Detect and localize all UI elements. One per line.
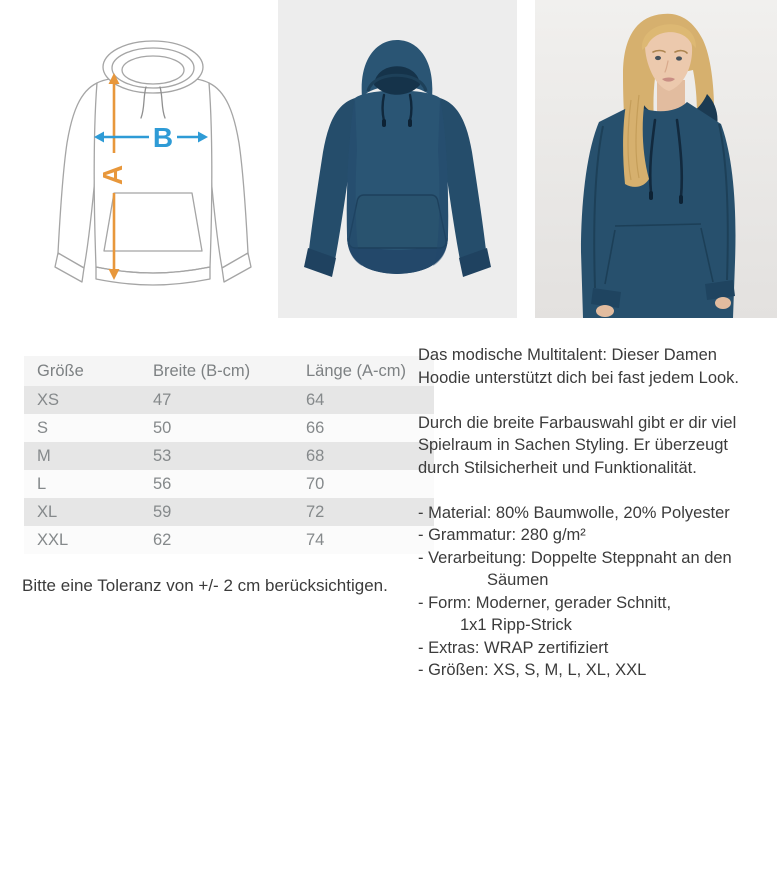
description-line: Säumen (487, 571, 549, 589)
cell-size: XL (37, 502, 58, 521)
description-line: Hoodie unterstützt dich bei fast jedem Look. (418, 368, 740, 387)
cell-laenge: 72 (306, 502, 325, 521)
description-line: - Material: 80% Baumwolle, 20% Polyester (418, 503, 730, 522)
hoodie-model-image (535, 0, 777, 318)
description-line: - Verarbeitung: Doppelte Steppnaht an den (418, 548, 732, 567)
description-line (418, 389, 777, 412)
cell-laenge: 66 (306, 418, 325, 437)
cell-breite: 50 (153, 418, 172, 437)
description-line: Das modische Multitalent: Dieser Damen (418, 346, 717, 364)
description-line (418, 479, 777, 502)
cell-laenge: 68 (306, 446, 325, 465)
description-line: Spielraum in Sachen Styling. Er überzeugt (418, 436, 729, 454)
measure-label-b: B (152, 122, 174, 153)
description-line: Durch die breite Farbauswahl gibt er dir viel (418, 413, 737, 432)
size-table-header-row (24, 356, 434, 386)
description-line: 1x1 Ripp-Strick (460, 616, 572, 634)
cell-laenge: 74 (306, 530, 325, 549)
column-header-groesse: Größe (24, 356, 140, 386)
cell-laenge: 64 (306, 390, 325, 409)
cell-size: XXL (37, 530, 69, 549)
description-line: - Grammatur: 280 g/m² (418, 526, 586, 544)
table-row (24, 526, 434, 554)
cell-size: XS (37, 390, 60, 409)
description-line: durch Stilsicherheit und Funktionalität. (418, 458, 697, 477)
table-row (24, 470, 434, 498)
product-description (418, 344, 777, 682)
tolerance-note: Bitte eine Toleranz von +/- 2 cm berücksichtigen. (22, 576, 388, 595)
cell-size: M (37, 446, 51, 465)
hoodie-line-drawing-icon (50, 25, 265, 300)
table-row (24, 386, 434, 414)
cell-breite: 62 (153, 530, 172, 549)
cell-breite: 47 (153, 390, 172, 409)
cell-breite: 53 (153, 446, 172, 465)
column-header-breite: Breite (B-cm) (140, 356, 293, 386)
description-line: - Größen: XS, S, M, L, XL, XXL (418, 661, 647, 679)
measure-label-a: A (97, 164, 128, 186)
cell-breite: 56 (153, 474, 172, 493)
cell-size: L (37, 474, 47, 493)
table-row (24, 498, 434, 526)
hoodie-front-image (278, 0, 517, 318)
size-table (24, 356, 434, 554)
description-line: - Form: Moderner, gerader Schnitt, (418, 593, 672, 612)
description-line: - Extras: WRAP zertifiziert (418, 638, 609, 657)
size-diagram (50, 25, 265, 300)
cell-laenge: 70 (306, 474, 325, 493)
table-row (24, 442, 434, 470)
column-header-laenge: Länge (A-cm) (293, 356, 434, 386)
cell-breite: 59 (153, 502, 172, 521)
model-photo (535, 0, 777, 318)
table-row (24, 414, 434, 442)
front-photo (278, 0, 517, 318)
cell-size: S (37, 418, 49, 437)
